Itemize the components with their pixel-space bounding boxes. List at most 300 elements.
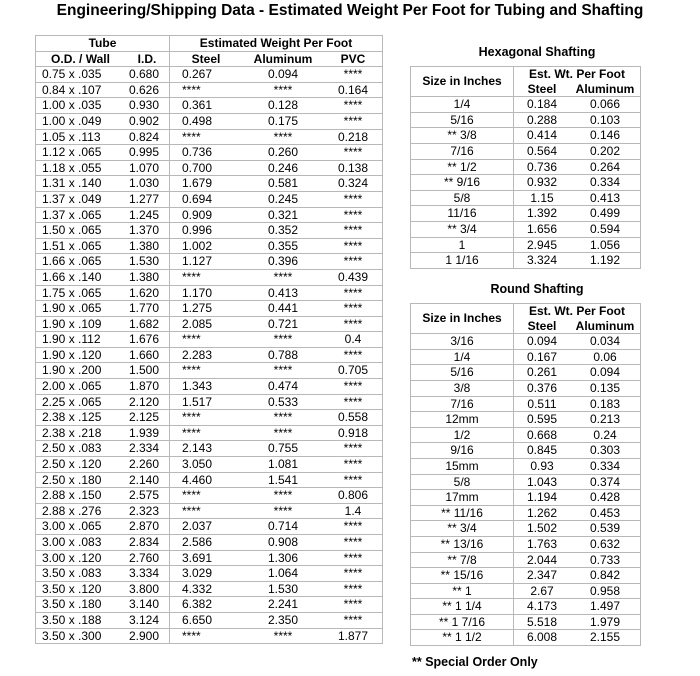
aluminum-cell: 0.908 xyxy=(242,535,324,551)
table-row xyxy=(411,221,641,237)
estimated-weight-group-header: Estimated Weight Per Foot xyxy=(170,36,383,52)
pvc-cell: **** xyxy=(324,550,383,566)
table-row xyxy=(36,82,383,98)
steel-cell: 1.763 xyxy=(514,536,571,552)
size-cell: 5/8 xyxy=(411,190,514,206)
steel-cell: 0.511 xyxy=(514,396,571,412)
size-cell: 7/16 xyxy=(411,143,514,159)
size-cell: ** 3/8 xyxy=(411,128,514,144)
aluminum-cell: 1.064 xyxy=(242,566,324,582)
id-cell: 1.245 xyxy=(125,207,170,223)
id-cell: 0.824 xyxy=(125,129,170,145)
id-cell: 1.676 xyxy=(125,332,170,348)
od-wall-cell: 1.51 x .065 xyxy=(36,238,126,254)
aluminum-cell: 0.135 xyxy=(570,380,641,396)
table-row xyxy=(411,599,641,615)
od-wall-cell: 1.31 x .140 xyxy=(36,176,126,192)
size-cell: 1 xyxy=(411,237,514,253)
table-row xyxy=(36,379,383,395)
steel-cell: 0.184 xyxy=(514,97,571,113)
steel-cell: 0.498 xyxy=(170,113,243,129)
round-shafting-table xyxy=(410,303,641,646)
steel-cell: 0.909 xyxy=(170,207,243,223)
hex-steel-header: Steel xyxy=(514,82,571,97)
table-row xyxy=(36,316,383,332)
aluminum-cell: **** xyxy=(242,488,324,504)
table-row xyxy=(36,145,383,161)
size-cell: 5/8 xyxy=(411,474,514,490)
pvc-cell: 0.558 xyxy=(324,410,383,426)
steel-cell: 0.288 xyxy=(514,112,571,128)
od-wall-cell: 1.18 x .055 xyxy=(36,160,126,176)
round-size-header: Size in Inches xyxy=(411,304,514,334)
pvc-cell: 0.4 xyxy=(324,332,383,348)
steel-cell: 0.996 xyxy=(170,223,243,239)
pvc-cell: 0.324 xyxy=(324,176,383,192)
aluminum-cell: 0.721 xyxy=(242,316,324,332)
table-row xyxy=(36,410,383,426)
id-cell: 0.902 xyxy=(125,113,170,129)
aluminum-cell: **** xyxy=(242,503,324,519)
size-cell: 11/16 xyxy=(411,206,514,222)
aluminum-cell: **** xyxy=(242,363,324,379)
steel-cell: 2.037 xyxy=(170,519,243,535)
od-wall-cell: 2.88 x .276 xyxy=(36,503,126,519)
table-row xyxy=(36,129,383,145)
id-cell: 1.070 xyxy=(125,160,170,176)
steel-cell: 1.002 xyxy=(170,238,243,254)
table-row xyxy=(36,472,383,488)
od-wall-cell: 2.88 x .150 xyxy=(36,488,126,504)
pvc-cell: **** xyxy=(324,519,383,535)
od-wall-cell: 1.05 x .113 xyxy=(36,129,126,145)
size-cell: 5/16 xyxy=(411,112,514,128)
aluminum-cell: 1.192 xyxy=(570,253,641,269)
size-cell: 1/4 xyxy=(411,97,514,113)
table-row xyxy=(36,581,383,597)
table-row xyxy=(36,160,383,176)
table-row xyxy=(411,552,641,568)
pvc-cell: **** xyxy=(324,223,383,239)
aluminum-cell: 0.632 xyxy=(570,536,641,552)
table-row xyxy=(36,550,383,566)
aluminum-cell: 0.714 xyxy=(242,519,324,535)
id-cell: 1.939 xyxy=(125,425,170,441)
table-row xyxy=(411,365,641,381)
steel-cell: 0.668 xyxy=(514,427,571,443)
size-cell: 12mm xyxy=(411,412,514,428)
round-steel-header: Steel xyxy=(514,319,571,334)
table-row xyxy=(411,143,641,159)
od-wall-cell: 2.50 x .180 xyxy=(36,472,126,488)
pvc-cell: 1.877 xyxy=(324,628,383,644)
table-row xyxy=(411,490,641,506)
od-wall-cell: 1.90 x .200 xyxy=(36,363,126,379)
od-wall-cell: 1.90 x .065 xyxy=(36,301,126,317)
steel-cell: **** xyxy=(170,363,243,379)
od-wall-cell: 3.00 x .083 xyxy=(36,535,126,551)
aluminum-cell: **** xyxy=(242,269,324,285)
table-row xyxy=(36,612,383,628)
aluminum-cell: 0.264 xyxy=(570,159,641,175)
table-row xyxy=(36,332,383,348)
table-row xyxy=(411,583,641,599)
aluminum-cell: 1.979 xyxy=(570,614,641,630)
aluminum-cell: 0.413 xyxy=(570,190,641,206)
steel-cell: **** xyxy=(170,269,243,285)
steel-cell: 2.143 xyxy=(170,441,243,457)
steel-cell: 1.127 xyxy=(170,254,243,270)
id-cell: 2.140 xyxy=(125,472,170,488)
tube-group-header: Tube xyxy=(36,36,170,52)
id-cell: 1.770 xyxy=(125,301,170,317)
table-row xyxy=(36,301,383,317)
id-cell: 2.260 xyxy=(125,457,170,473)
table-row xyxy=(411,253,641,269)
id-cell: 2.900 xyxy=(125,628,170,644)
id-cell: 1.620 xyxy=(125,285,170,301)
aluminum-cell: 0.755 xyxy=(242,441,324,457)
size-cell: 3/8 xyxy=(411,380,514,396)
id-cell: 1.380 xyxy=(125,238,170,254)
aluminum-cell: 0.334 xyxy=(570,458,641,474)
table-row xyxy=(36,457,383,473)
tubing-table xyxy=(35,35,383,644)
table-row xyxy=(411,159,641,175)
od-wall-cell: 1.90 x .112 xyxy=(36,332,126,348)
aluminum-cell: 1.056 xyxy=(570,237,641,253)
pvc-cell: **** xyxy=(324,207,383,223)
pvc-cell: 0.439 xyxy=(324,269,383,285)
pvc-cell: **** xyxy=(324,441,383,457)
aluminum-cell: 0.066 xyxy=(570,97,641,113)
steel-cell: 0.564 xyxy=(514,143,571,159)
table-row xyxy=(411,334,641,350)
table-row xyxy=(36,254,383,270)
steel-cell: 1.15 xyxy=(514,190,571,206)
hexagonal-shafting-title: Hexagonal Shafting xyxy=(478,45,596,59)
table-row xyxy=(411,521,641,537)
table-row xyxy=(36,67,383,83)
table-row xyxy=(36,347,383,363)
od-wall-cell: 1.12 x .065 xyxy=(36,145,126,161)
aluminum-cell: 0.06 xyxy=(570,349,641,365)
aluminum-cell: 0.202 xyxy=(570,143,641,159)
id-cell: 2.870 xyxy=(125,519,170,535)
aluminum-cell: **** xyxy=(242,628,324,644)
steel-cell: 0.932 xyxy=(514,175,571,191)
table-row xyxy=(36,519,383,535)
id-cell: 1.380 xyxy=(125,269,170,285)
table-row xyxy=(36,394,383,410)
od-wall-cell: 3.50 x .120 xyxy=(36,581,126,597)
id-cell: 2.575 xyxy=(125,488,170,504)
od-wall-cell: 2.50 x .120 xyxy=(36,457,126,473)
steel-cell: **** xyxy=(170,425,243,441)
pvc-cell: 0.806 xyxy=(324,488,383,504)
aluminum-cell: **** xyxy=(242,82,324,98)
steel-cell: 1.392 xyxy=(514,206,571,222)
steel-cell: 2.945 xyxy=(514,237,571,253)
table-row xyxy=(36,363,383,379)
aluminum-cell: 1.497 xyxy=(570,599,641,615)
id-cell: 2.125 xyxy=(125,410,170,426)
id-cell: 1.500 xyxy=(125,363,170,379)
table-row xyxy=(36,223,383,239)
size-cell: 1/4 xyxy=(411,349,514,365)
od-wall-cell: 1.37 x .065 xyxy=(36,207,126,223)
size-cell: 15mm xyxy=(411,458,514,474)
table-row xyxy=(36,597,383,613)
steel-cell: 0.700 xyxy=(170,160,243,176)
aluminum-cell: 0.183 xyxy=(570,396,641,412)
table-row xyxy=(36,191,383,207)
od-wall-cell: 1.90 x .120 xyxy=(36,347,126,363)
aluminum-cell: **** xyxy=(242,410,324,426)
size-cell: ** 11/16 xyxy=(411,505,514,521)
steel-cell: 0.595 xyxy=(514,412,571,428)
aluminum-cell: 0.094 xyxy=(570,365,641,381)
table-row xyxy=(36,269,383,285)
id-cell: 1.682 xyxy=(125,316,170,332)
pvc-cell: **** xyxy=(324,581,383,597)
steel-cell: **** xyxy=(170,129,243,145)
table-row xyxy=(411,474,641,490)
pvc-cell: 0.218 xyxy=(324,129,383,145)
id-cell: 0.930 xyxy=(125,98,170,114)
steel-cell: 1.343 xyxy=(170,379,243,395)
table-row xyxy=(411,112,641,128)
steel-cell: 5.518 xyxy=(514,614,571,630)
table-row xyxy=(36,441,383,457)
steel-cell: 0.93 xyxy=(514,458,571,474)
steel-cell: 1.194 xyxy=(514,490,571,506)
id-cell: 0.680 xyxy=(125,67,170,83)
table-row xyxy=(36,503,383,519)
id-cell: 3.124 xyxy=(125,612,170,628)
size-cell: ** 3/4 xyxy=(411,221,514,237)
steel-cell: 1.517 xyxy=(170,394,243,410)
steel-cell: 0.267 xyxy=(170,67,243,83)
round-aluminum-header: Aluminum xyxy=(570,319,641,334)
steel-cell: 0.261 xyxy=(514,365,571,381)
steel-cell: 0.736 xyxy=(514,159,571,175)
aluminum-cell: 0.539 xyxy=(570,521,641,537)
pvc-cell: **** xyxy=(324,254,383,270)
pvc-cell: **** xyxy=(324,535,383,551)
pvc-cell: **** xyxy=(324,67,383,83)
id-cell: 3.334 xyxy=(125,566,170,582)
table-row xyxy=(36,176,383,192)
steel-cell: **** xyxy=(170,488,243,504)
table-row xyxy=(411,380,641,396)
table-row xyxy=(411,97,641,113)
round-est-weight-header: Est. Wt. Per Foot xyxy=(514,304,641,319)
od-wall-cell: 3.50 x .300 xyxy=(36,628,126,644)
steel-cell: 0.361 xyxy=(170,98,243,114)
id-cell: 2.760 xyxy=(125,550,170,566)
table-row xyxy=(36,425,383,441)
steel-cell: 2.586 xyxy=(170,535,243,551)
aluminum-cell: **** xyxy=(242,332,324,348)
od-wall-cell: 1.75 x .065 xyxy=(36,285,126,301)
aluminum-cell: 0.453 xyxy=(570,505,641,521)
pvc-cell: 0.164 xyxy=(324,82,383,98)
pvc-cell: **** xyxy=(324,191,383,207)
table-row xyxy=(411,614,641,630)
aluminum-header: Aluminum xyxy=(242,51,324,67)
size-cell: ** 7/8 xyxy=(411,552,514,568)
od-wall-cell: 3.00 x .120 xyxy=(36,550,126,566)
aluminum-cell: 0.245 xyxy=(242,191,324,207)
aluminum-cell: 0.103 xyxy=(570,112,641,128)
special-order-footnote: ** Special Order Only xyxy=(412,655,538,669)
pvc-cell: **** xyxy=(324,566,383,582)
size-cell: 17mm xyxy=(411,490,514,506)
steel-cell: 1.043 xyxy=(514,474,571,490)
aluminum-cell: 0.788 xyxy=(242,347,324,363)
steel-cell: 2.044 xyxy=(514,552,571,568)
steel-cell: 6.382 xyxy=(170,597,243,613)
table-row xyxy=(36,207,383,223)
aluminum-cell: 0.094 xyxy=(242,67,324,83)
steel-cell: 0.736 xyxy=(170,145,243,161)
steel-cell: 0.167 xyxy=(514,349,571,365)
od-wall-cell: 0.84 x .107 xyxy=(36,82,126,98)
steel-cell: 3.029 xyxy=(170,566,243,582)
od-wall-cell: 1.00 x .049 xyxy=(36,113,126,129)
id-cell: 2.120 xyxy=(125,394,170,410)
table-row xyxy=(411,206,641,222)
size-cell: ** 1 xyxy=(411,583,514,599)
round-shafting-title: Round Shafting xyxy=(490,282,584,296)
table-row xyxy=(411,237,641,253)
steel-cell: 4.332 xyxy=(170,581,243,597)
od-wall-cell: 1.66 x .140 xyxy=(36,269,126,285)
steel-cell: 1.275 xyxy=(170,301,243,317)
hexagonal-shafting-body xyxy=(411,97,641,269)
table-row xyxy=(411,349,641,365)
aluminum-cell: 0.260 xyxy=(242,145,324,161)
od-wall-cell: 2.25 x .065 xyxy=(36,394,126,410)
aluminum-cell: **** xyxy=(242,129,324,145)
size-cell: ** 15/16 xyxy=(411,568,514,584)
pvc-cell: **** xyxy=(324,597,383,613)
aluminum-cell: 0.24 xyxy=(570,427,641,443)
od-wall-cell: 1.37 x .049 xyxy=(36,191,126,207)
aluminum-cell: 0.303 xyxy=(570,443,641,459)
aluminum-cell: 0.958 xyxy=(570,583,641,599)
steel-cell: 2.283 xyxy=(170,347,243,363)
tubing-table-body xyxy=(36,67,383,644)
aluminum-cell: 0.321 xyxy=(242,207,324,223)
pvc-cell: 0.705 xyxy=(324,363,383,379)
size-cell: ** 1 7/16 xyxy=(411,614,514,630)
id-cell: 1.030 xyxy=(125,176,170,192)
aluminum-cell: 1.081 xyxy=(242,457,324,473)
pvc-cell: **** xyxy=(324,238,383,254)
steel-cell: 0.845 xyxy=(514,443,571,459)
od-wall-cell: 1.66 x .065 xyxy=(36,254,126,270)
pvc-cell: **** xyxy=(324,316,383,332)
steel-cell: **** xyxy=(170,332,243,348)
aluminum-cell: 2.241 xyxy=(242,597,324,613)
pvc-cell: **** xyxy=(324,301,383,317)
id-header: I.D. xyxy=(125,51,170,67)
id-cell: 1.870 xyxy=(125,379,170,395)
table-row xyxy=(36,535,383,551)
size-cell: ** 1 1/4 xyxy=(411,599,514,615)
steel-cell: 3.324 xyxy=(514,253,571,269)
steel-cell: **** xyxy=(170,410,243,426)
od-wall-cell: 3.50 x .083 xyxy=(36,566,126,582)
aluminum-cell: 0.355 xyxy=(242,238,324,254)
table-row xyxy=(411,630,641,646)
steel-cell: 1.679 xyxy=(170,176,243,192)
table-row xyxy=(411,412,641,428)
aluminum-cell: 0.246 xyxy=(242,160,324,176)
aluminum-cell: 2.155 xyxy=(570,630,641,646)
steel-cell: 3.691 xyxy=(170,550,243,566)
od-wall-header: O.D. / Wall xyxy=(36,51,126,67)
table-row xyxy=(411,190,641,206)
pvc-cell: 0.138 xyxy=(324,160,383,176)
steel-cell: 0.094 xyxy=(514,334,571,350)
table-row xyxy=(411,458,641,474)
hex-aluminum-header: Aluminum xyxy=(570,82,641,97)
size-cell: 1/2 xyxy=(411,427,514,443)
aluminum-cell: 0.441 xyxy=(242,301,324,317)
aluminum-cell: 0.034 xyxy=(570,334,641,350)
table-row xyxy=(36,98,383,114)
table-row xyxy=(411,427,641,443)
steel-cell: 1.502 xyxy=(514,521,571,537)
steel-cell: 3.050 xyxy=(170,457,243,473)
steel-cell: 1.656 xyxy=(514,221,571,237)
steel-cell: 2.67 xyxy=(514,583,571,599)
table-row xyxy=(411,175,641,191)
aluminum-cell: **** xyxy=(242,425,324,441)
size-cell: 7/16 xyxy=(411,396,514,412)
pvc-cell: **** xyxy=(324,394,383,410)
aluminum-cell: 0.594 xyxy=(570,221,641,237)
od-wall-cell: 1.90 x .109 xyxy=(36,316,126,332)
size-cell: 1 1/16 xyxy=(411,253,514,269)
size-cell: 9/16 xyxy=(411,443,514,459)
table-row xyxy=(36,113,383,129)
od-wall-cell: 1.50 x .065 xyxy=(36,223,126,239)
od-wall-cell: 2.50 x .083 xyxy=(36,441,126,457)
aluminum-cell: 0.175 xyxy=(242,113,324,129)
steel-cell: 1.170 xyxy=(170,285,243,301)
pvc-cell: **** xyxy=(324,347,383,363)
pvc-cell: **** xyxy=(324,379,383,395)
hexagonal-shafting-table xyxy=(410,66,641,269)
steel-cell: 4.460 xyxy=(170,472,243,488)
steel-cell: 2.085 xyxy=(170,316,243,332)
steel-cell: 0.414 xyxy=(514,128,571,144)
od-wall-cell: 3.00 x .065 xyxy=(36,519,126,535)
id-cell: 1.277 xyxy=(125,191,170,207)
aluminum-cell: 1.541 xyxy=(242,472,324,488)
page-title: Engineering/Shipping Data - Estimated Weight Per Foot for Tubing and Shafting xyxy=(56,2,644,19)
aluminum-cell: 0.474 xyxy=(242,379,324,395)
steel-cell: 6.650 xyxy=(170,612,243,628)
hex-est-weight-header: Est. Wt. Per Foot xyxy=(514,67,641,82)
table-row xyxy=(411,443,641,459)
od-wall-cell: 1.00 x .035 xyxy=(36,98,126,114)
steel-cell: **** xyxy=(170,628,243,644)
